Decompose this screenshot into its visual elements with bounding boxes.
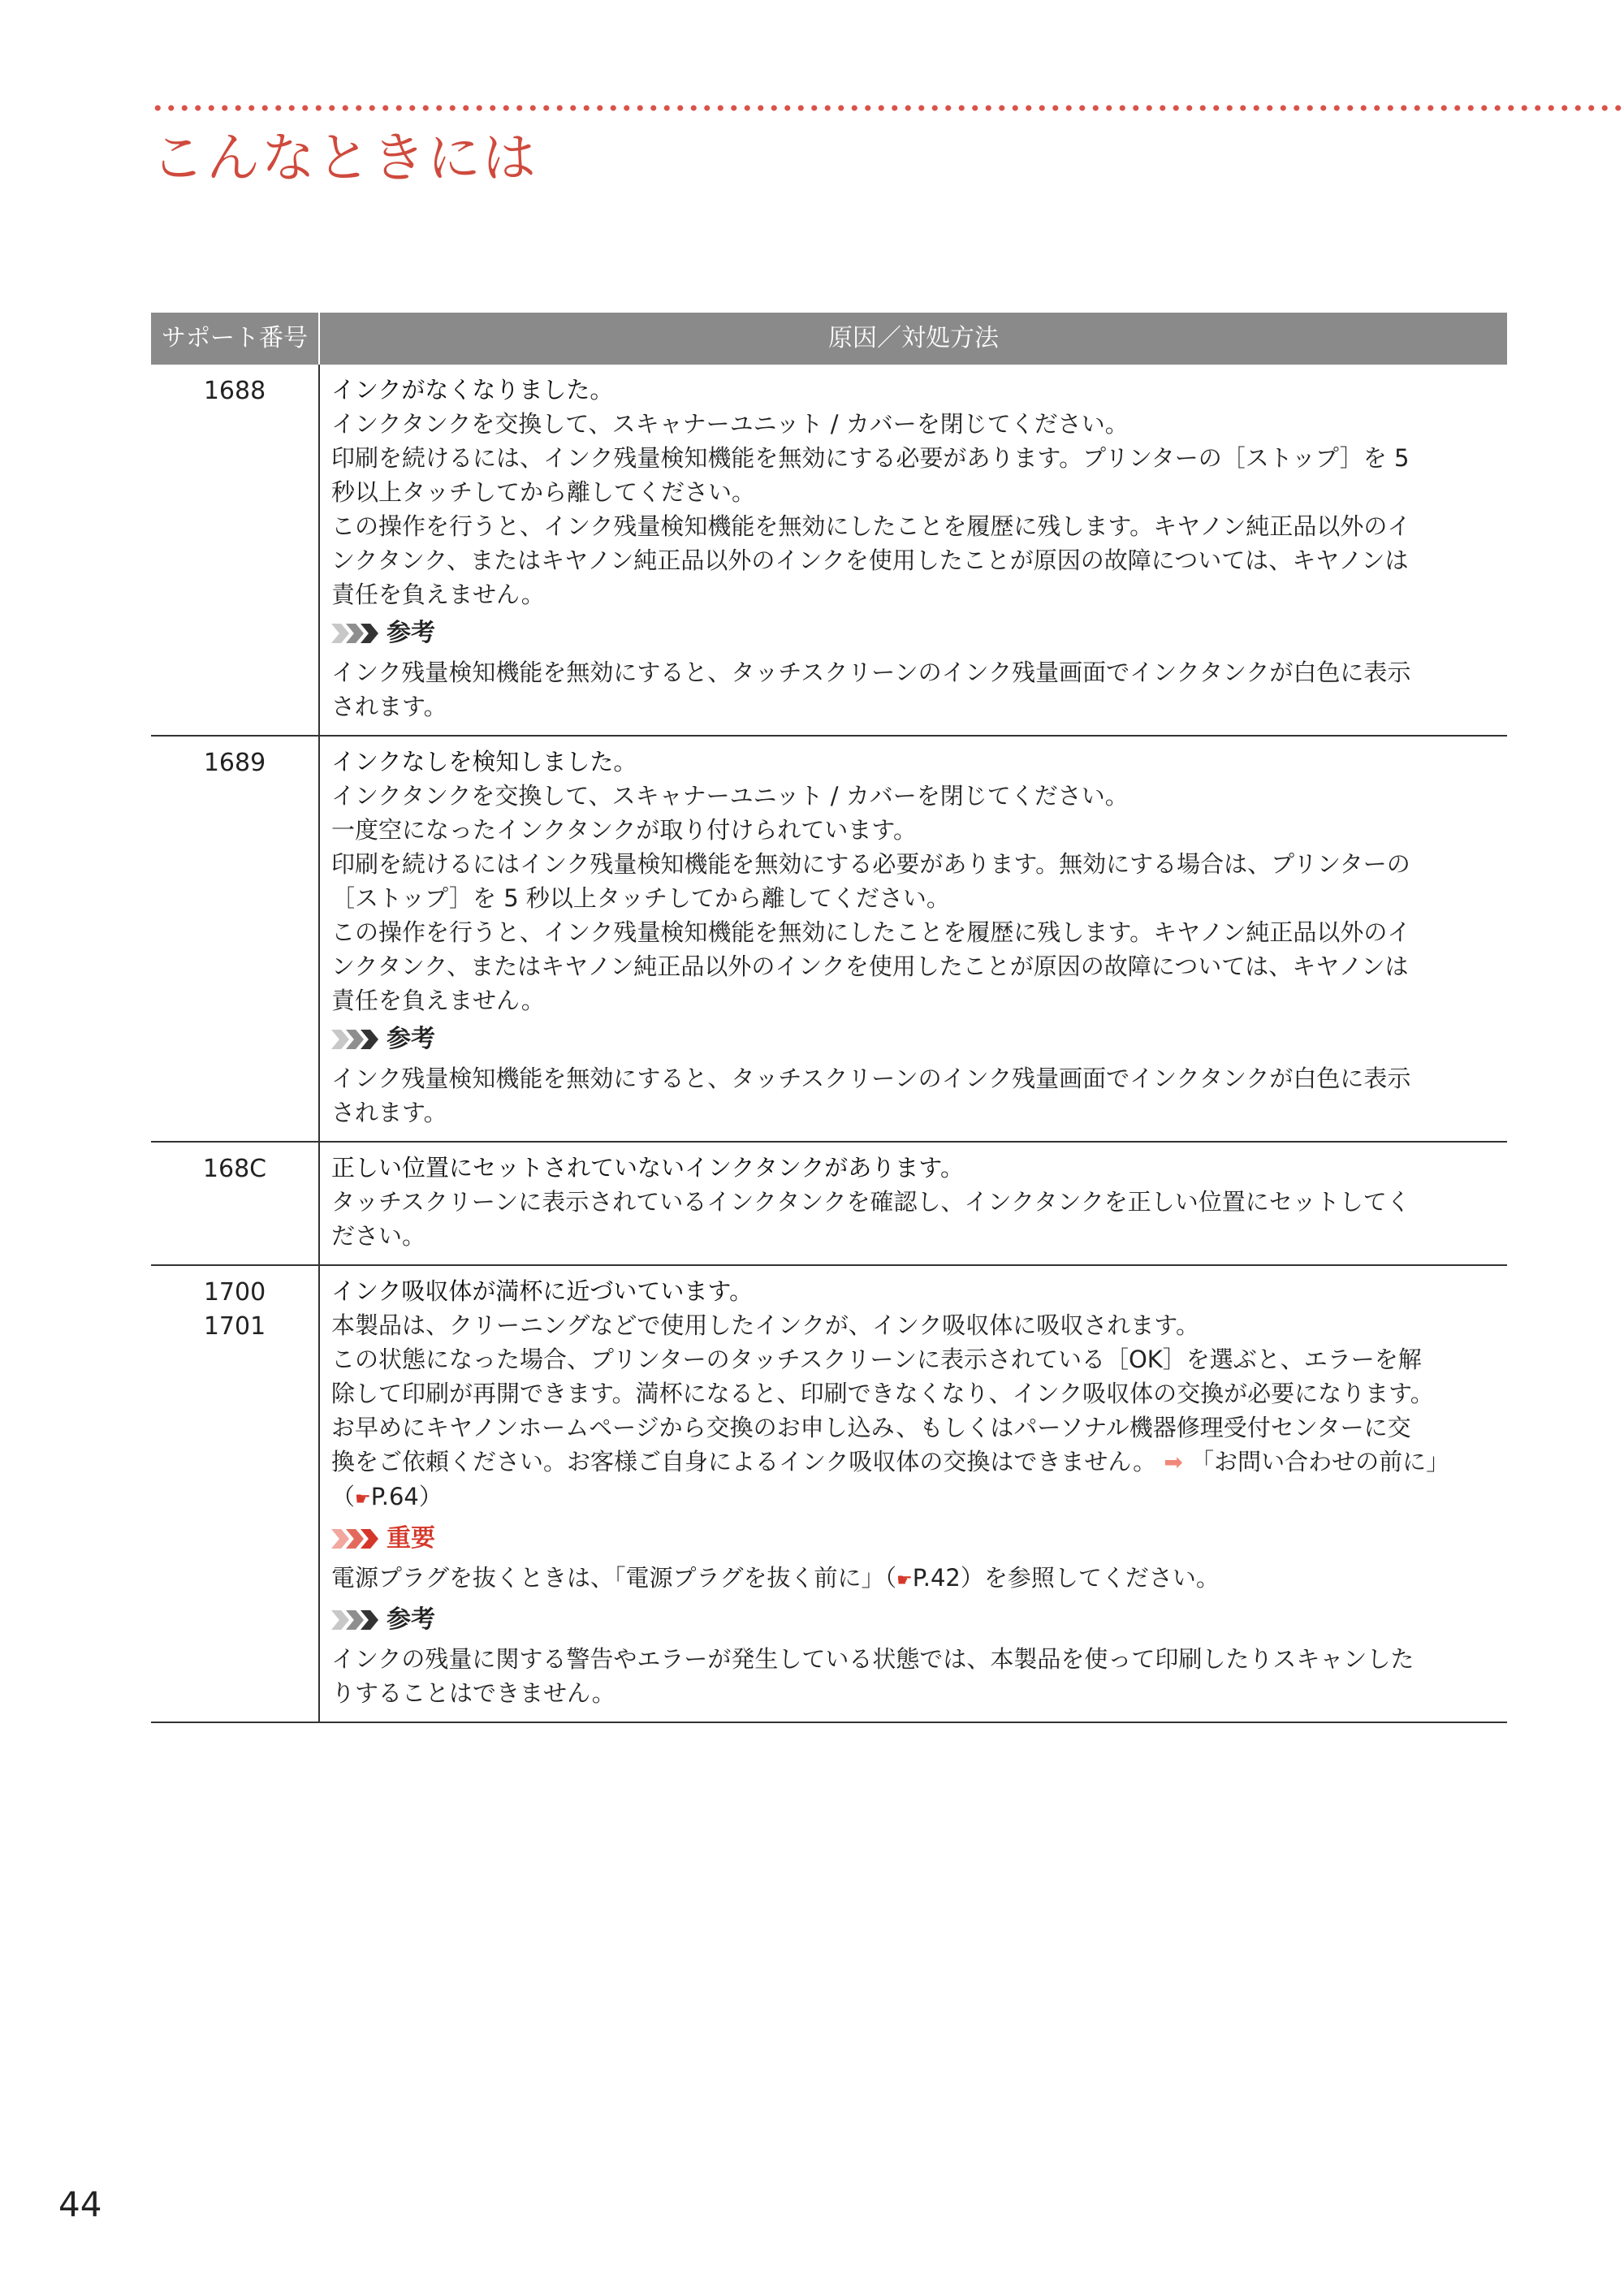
note-heading [331, 1017, 1507, 1061]
note-line: されます。 [331, 1099, 447, 1126]
triple-chevron-gray-icon [331, 1610, 375, 1630]
pointing-hand-icon: ☛ [896, 1570, 913, 1591]
page-link[interactable]: P.64 [370, 1483, 419, 1510]
row-line: インクタンクを交換して、スキャナーユニット / カバーを閉じてください。 [331, 782, 1129, 810]
triple-chevron-gray-icon [331, 624, 375, 643]
page-number: 44 [58, 2184, 102, 2224]
triple-chevron-red-icon [331, 1529, 375, 1549]
row-line: 一度空になったインクタンクが取り付けられています。 [331, 816, 917, 844]
row-line: 責任を負えません。 [331, 987, 545, 1014]
error-code-table [151, 313, 1507, 1723]
row-line: 印刷を続けるにはインク残量検知機能を無効にする必要があります。無効にする場合は、プリンターの [331, 850, 1410, 878]
important-label: 重要 [387, 1524, 435, 1553]
note-line: されます。 [331, 693, 447, 720]
row-line: 本製品は、クリーニングなどで使用したインクが、インク吸収体に吸収されます。 [331, 1311, 1199, 1339]
page-reference: （☛P.64） [331, 1483, 443, 1510]
row-lead: インクがなくなりました。 [331, 376, 614, 404]
row-line: 秒以上タッチしてから離してください。 [331, 478, 756, 506]
table-row [151, 1266, 1507, 1723]
important-line: 電源プラグを抜くときは、「電源プラグを抜く前に」（☛P.42）を参照してください。 [331, 1564, 1220, 1592]
row-lead: 正しい位置にセットされていないインクタンクがあります。 [331, 1154, 964, 1182]
triple-chevron-gray-icon [331, 1030, 375, 1049]
support-number: 168C [202, 1155, 267, 1183]
dotted-rule [151, 104, 1624, 112]
note-line: インク残量検知機能を無効にすると、タッチスクリーンのインク残量画面でインクタンクが白色に表示 [331, 659, 1411, 686]
support-number: 1689 [203, 749, 266, 777]
pointing-hand-icon: ☛ [355, 1489, 371, 1510]
row-line: この状態になった場合、プリンターのタッチスクリーンに表示されている［OK］を選ぶと、エラーを解 [331, 1346, 1422, 1373]
note-label: 参考 [387, 1025, 435, 1053]
page-title: こんなときには [151, 127, 538, 189]
note-label: 参考 [387, 1605, 435, 1634]
note-heading [331, 1598, 1507, 1642]
cause-solution-cell [320, 365, 1507, 735]
row-line: 責任を負えません。 [331, 581, 545, 608]
row-line-with-link [331, 1445, 1507, 1480]
table-row [151, 737, 1507, 1143]
support-number-cell [151, 1143, 320, 1264]
cause-solution-cell [320, 737, 1507, 1141]
support-number-cell [151, 737, 320, 1141]
table-header [151, 313, 1507, 365]
note-line: インク残量検知機能を無効にすると、タッチスクリーンのインク残量画面でインクタンクが白色に表示 [331, 1065, 1411, 1092]
cause-solution-cell [320, 1143, 1507, 1264]
note-heading [331, 611, 1507, 655]
row-line: インクタンクを交換して、スキャナーユニット / カバーを閉じてください。 [331, 410, 1129, 438]
row-line: タッチスクリーンに表示されているインクタンクを確認し、インクタンクを正しい位置にセットしてく [331, 1188, 1410, 1216]
header-cause-solution: 原因／対処方法 [828, 324, 999, 352]
table-row [151, 365, 1507, 737]
support-number: 1701 [203, 1312, 266, 1341]
header-support-number: サポート番号 [151, 313, 320, 365]
row-line: お早めにキヤノンホームページから交換のお申し込み、もしくはパーソナル機器修理受付センターに交 [331, 1414, 1411, 1441]
row-line: 印刷を続けるには、インク残量検知機能を無効にする必要があります。プリンターの［ストップ］を 5 [331, 444, 1410, 472]
row-line: ［ストップ］を 5 秒以上タッチしてから離してください。 [331, 884, 950, 912]
contact-link[interactable]: 「お問い合わせの前に」 [1190, 1448, 1450, 1475]
row-line: ださい。 [331, 1222, 426, 1250]
arrow-right-icon: ➡ [1164, 1449, 1183, 1475]
row-line: この操作を行うと、インク残量検知機能を無効にしたことを履歴に残します。キヤノン純正品以外のイ [331, 918, 1411, 946]
row-lead: インクなしを検知しました。 [331, 748, 637, 775]
row-line-text: 換をご依頼ください。お客様ご自身によるインク吸収体の交換はできません。 [331, 1448, 1157, 1475]
page-link[interactable]: P.42 [912, 1564, 961, 1592]
support-number-cell [151, 1266, 320, 1722]
row-line: この操作を行うと、インク残量検知機能を無効にしたことを履歴に残します。キヤノン純正品以外のイ [331, 512, 1411, 540]
cause-solution-cell [320, 1266, 1507, 1722]
support-number: 1688 [203, 377, 266, 405]
table-row [151, 1143, 1507, 1266]
row-lead: インク吸収体が満杯に近づいています。 [331, 1277, 754, 1305]
note-label: 参考 [387, 619, 435, 647]
support-number: 1700 [203, 1278, 266, 1307]
note-line: インクの残量に関する警告やエラーが発生している状態では、本製品を使って印刷したりスキャンした [331, 1645, 1415, 1673]
important-heading [331, 1517, 1507, 1561]
support-number-cell [151, 365, 320, 735]
row-line: 除して印刷が再開できます。満杯になると、印刷できなくなり、インク吸収体の交換が必要になります。 [331, 1380, 1434, 1407]
row-line: ンクタンク、またはキヤノン純正品以外のインクを使用したことが原因の故障については、キヤノンは [331, 546, 1409, 574]
row-line: ンクタンク、またはキヤノン純正品以外のインクを使用したことが原因の故障については、キヤノンは [331, 953, 1409, 980]
note-line: りすることはできません。 [331, 1679, 615, 1707]
